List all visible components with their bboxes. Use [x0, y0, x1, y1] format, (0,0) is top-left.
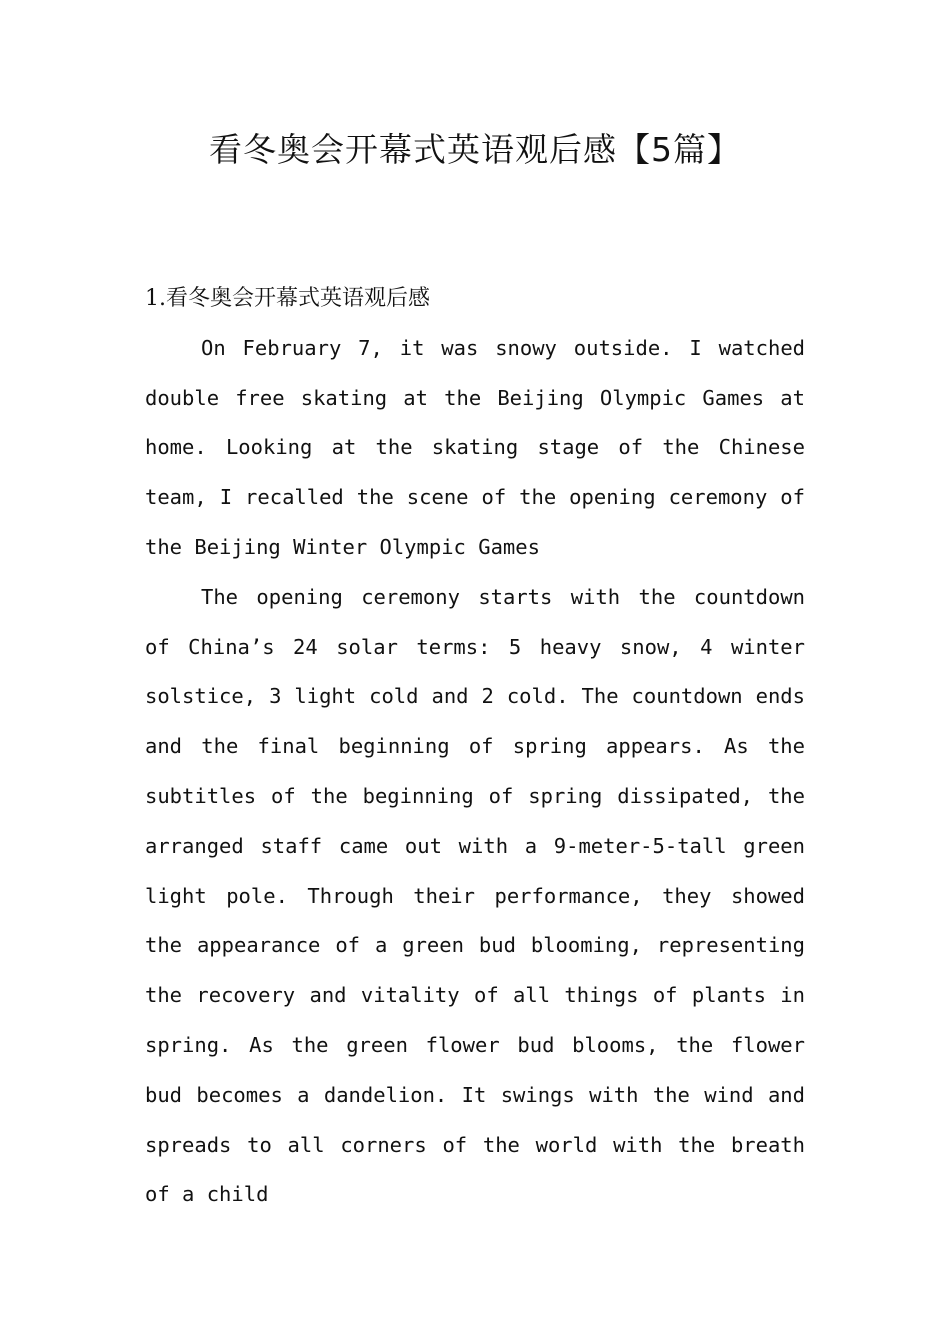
- document-title: 看冬奥会开幕式英语观后感【5篇】: [209, 130, 741, 169]
- section-heading: 1.看冬奥会开幕式英语观后感: [145, 286, 430, 311]
- paragraph-1: On February 7, it was snowy outside. I watched double free skating at the Beijing Olympic Games at home. Looking at the skating stage of the Chinese team, I recalled the scene of the opening ceremony of the Beijing Winter Olympic Games: [145, 335, 805, 559]
- paragraph-2: The opening ceremony starts with the countdown of China’s 24 solar terms: 5 heavy snow, 4 winter solstice, 3 light cold and 2 cold. The countdown ends and the final beginning of spring appears. As the subtitles of the beginning of spring dissipated, the arranged staff came out with a 9-meter-5-tall green light pole. Through their performance, they showed the appearance of a green bud blooming, representing the recovery and vitality of all things of plants in spring. As the green flower bud blooms, the flower bud becomes a dandelion. It swings with the wind and spreads to all corners of the world with the breath of a child: [145, 584, 805, 1207]
- document-body: [145, 274, 805, 1220]
